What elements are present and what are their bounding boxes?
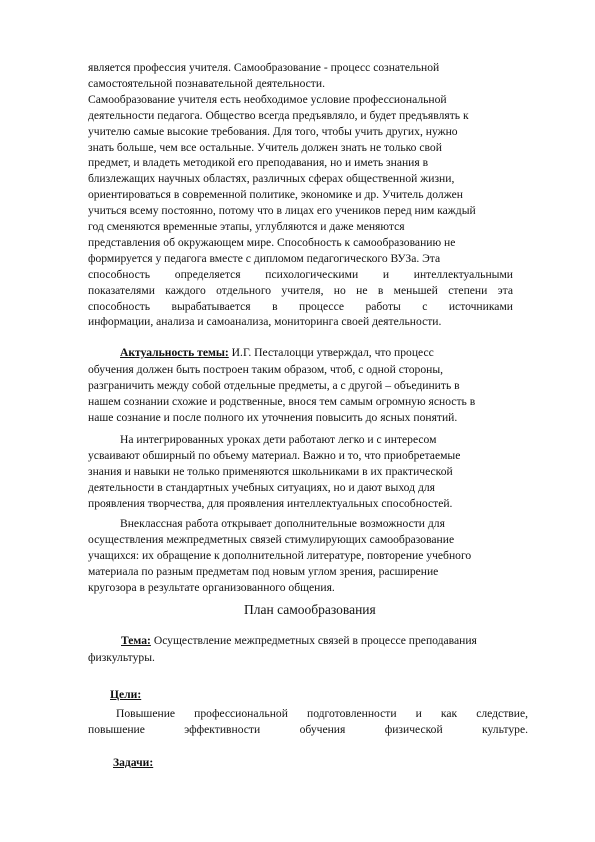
text-line: близлежащих научных областях, различных сферах общественной жизни, [88, 172, 455, 186]
text-line: На интегрированных уроках дети работают легко и с интересом [120, 433, 437, 446]
theme-line [121, 633, 477, 648]
relevance-first-text: И.Г. Песталоцци утверждал, что процесс [228, 346, 434, 359]
goals-label-text: Цели: [110, 688, 142, 701]
text-line: информации, анализа и самоанализа, мониторинга своей деятельности. [88, 315, 442, 329]
text-line: кругозора в результате организованного общения. [88, 581, 335, 595]
text-line: формируется у педагога вместе с дипломом педагогического ВУЗа. Эта [88, 251, 441, 265]
text-line: деятельности в стандартных учебных ситуациях, но и дают выход для [88, 481, 435, 495]
text-line: нашем сознании схожие и родственные, внося тем самым огромную ясность в [88, 395, 476, 408]
relevance-label: Актуальность темы: [120, 346, 229, 359]
text-line: обучения должен быть построен таким образом, чтоб, с одной стороны, [88, 363, 444, 376]
text-line: Самообразование учителя есть необходимое условие профессиональной [88, 92, 447, 106]
text-line: учиться всему постоянно, потому что в лицах его учеников перед ним каждый [88, 204, 476, 218]
goals-label [110, 687, 141, 702]
text-line: материала по разным предметам под новым углом зрения, расширение [88, 565, 439, 579]
text-line: усваивают обширный по объему материал. Важно и то, что приобретаемые [88, 449, 461, 463]
text-line: повышение эффективности обучения физической культуре. [88, 723, 528, 736]
text-line: Внеклассная работа открывает дополнительные возможности для [120, 517, 445, 530]
text-line: знать больше, чем все остальные. Учитель должен знать не только свой [88, 140, 442, 154]
text-line: предмет, и владеть методикой его преподавания, но и иметь знания в [88, 156, 429, 170]
text-line: год сменяются временные этапы, углубляются и даже меняются [88, 220, 405, 233]
theme-text-continued: физкультуры. [88, 651, 155, 664]
text-line: осуществления межпредметных связей стимулирующих самообразование [88, 533, 455, 547]
tasks-label-text: Задачи: [113, 756, 154, 769]
theme-label: Тема: [121, 634, 151, 647]
text-line: показателями каждого отдельного учителя, но не в меньшей степени эта [88, 283, 513, 297]
text-line: знания и навыки не только применяются школьниками в их практической [88, 465, 453, 479]
text-line: способность определяется психологическими и интеллектуальными [88, 267, 513, 281]
text-line: ориентироваться в современной политике, экономике и др. Учитель должен [88, 188, 463, 202]
text-line: Повышение профессиональной подготовленности и как следствие, [116, 707, 528, 720]
tasks-label [113, 755, 153, 770]
theme-text: Осуществление межпредметных связей в процессе преподавания [150, 634, 477, 647]
text-line: учителю самые высокие требования. Для того, чтобы учить других, нужно [88, 124, 458, 138]
text-line: представления об окружающем мире. Способность к самообразованию не [88, 235, 456, 249]
text-line: самостоятельной познавательной деятельности. [88, 76, 325, 90]
relevance-line [120, 345, 434, 360]
plan-heading: План самообразования [244, 602, 376, 617]
text-line: разграничить между собой отдельные предметы, а с другой – объединить в [88, 379, 460, 392]
text-line: учащихся: их обращение к дополнительной литературе, повторение учебного [88, 549, 472, 563]
text-line: является профессия учителя. Самообразование - процесс сознательной [88, 61, 440, 74]
text-line: деятельности педагога. Общество всегда предъявляло, и будет предъявлять к [88, 108, 469, 122]
text-line: наше сознание и после полного их уточнения повысить до ясных понятий. [88, 411, 458, 424]
text-line: проявления творчества, для проявления интеллектуальных способностей. [88, 497, 453, 511]
text-line: способность вырабатывается в процессе работы с источниками [88, 299, 513, 313]
